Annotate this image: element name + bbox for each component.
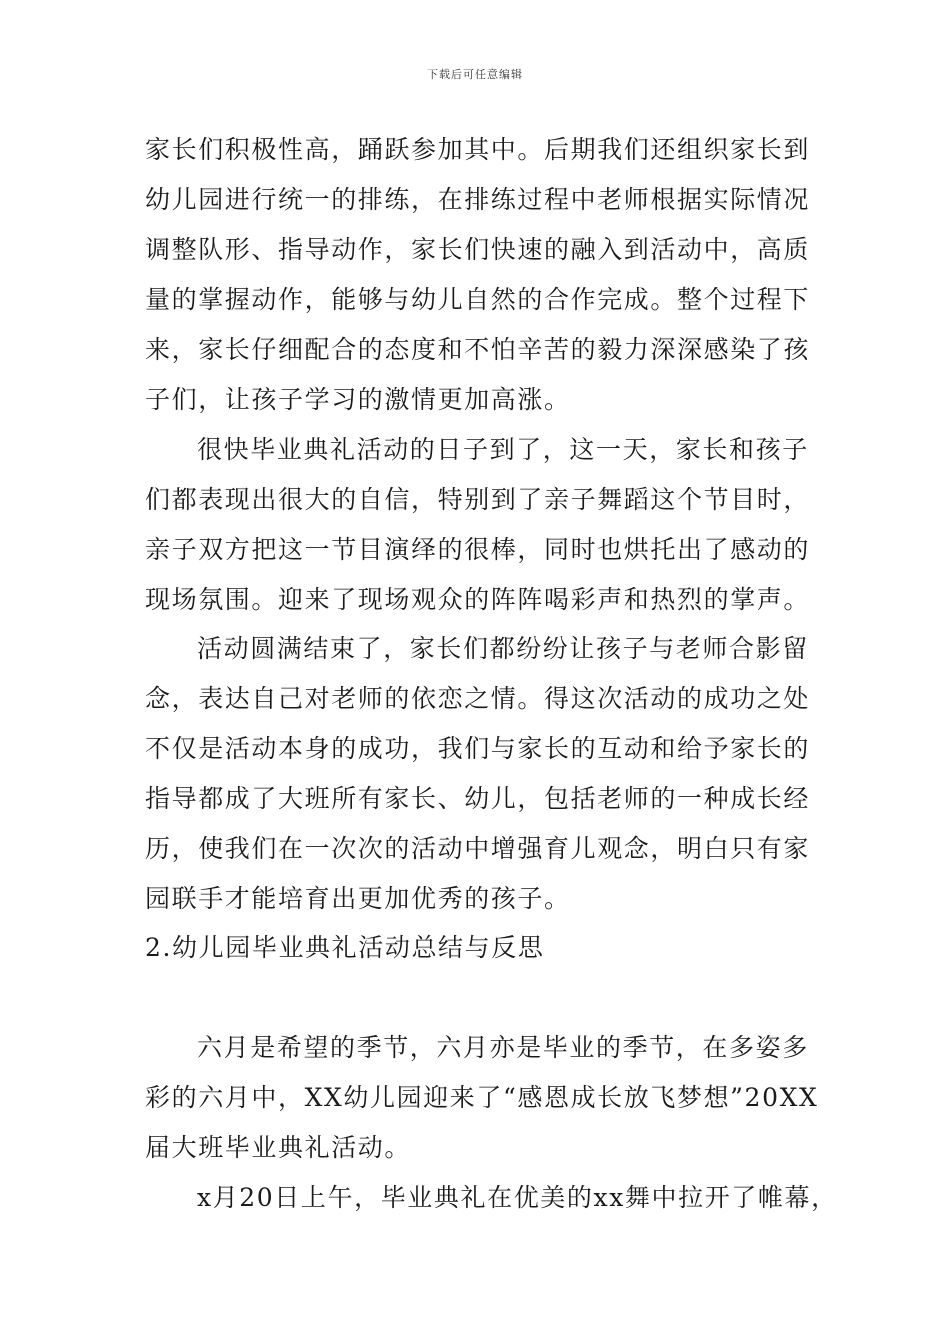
text-line: 历，使我们在一次次的活动中增强育儿观念，明白只有家 <box>145 834 811 863</box>
text-line: 活动圆满结束了，家长们都纷纷让孩子与老师合影留 <box>197 634 809 663</box>
text-line: 们都表现出很大的自信，特别到了亲子舞蹈这个节目时， <box>145 485 811 514</box>
text-line: 幼儿园进行统一的排练，在排练过程中老师根据实际情况 <box>145 185 811 214</box>
text-line: 届大班毕业典礼活动。 <box>145 1133 412 1162</box>
text-line: 量的掌握动作，能够与幼儿自然的合作完成。整个过程下 <box>145 285 811 314</box>
text-line: 很快毕业典礼活动的日子到了，这一天，家长和孩子 <box>197 435 809 464</box>
text-line: 念，表达自己对老师的依恋之情。得这次活动的成功之处 <box>145 684 811 713</box>
text-line: x月20日上午，毕业典礼在优美的xx舞中拉开了帷幕， <box>197 1183 838 1212</box>
text-line: 亲子双方把这一节目演绎的很棒，同时也烘托出了感动的 <box>145 535 811 564</box>
text-line: 家长们积极性高，踊跃参加其中。后期我们还组织家长到 <box>145 135 811 164</box>
text-line: 调整队形、指导动作，家长们快速的融入到活动中，高质 <box>145 235 811 264</box>
text-line: 不仅是活动本身的成功，我们与家长的互动和给予家长的 <box>145 734 811 763</box>
text-line: 指导都成了大班所有家长、幼儿，包括老师的一种成长经 <box>145 784 811 813</box>
text-line: 来，家长仔细配合的态度和不怕辛苦的毅力深深感染了孩 <box>145 335 811 364</box>
text-line: 现场氛围。迎来了现场观众的阵阵喝彩声和热烈的掌声。 <box>145 585 811 614</box>
text-line: 园联手才能培育出更加优秀的孩子。 <box>145 884 571 913</box>
page-header: 下载后可任意编辑 <box>427 68 523 81</box>
text-line: 子们，让孩子学习的激情更加高涨。 <box>145 385 571 414</box>
text-line: 六月是希望的季节，六月亦是毕业的季节，在多姿多 <box>197 1033 809 1062</box>
text-line: 彩的六月中，XX幼儿园迎来了“感恩成长放飞梦想”20XX <box>145 1083 819 1112</box>
section-heading: 2.幼儿园毕业典礼活动总结与反思 <box>145 933 545 962</box>
